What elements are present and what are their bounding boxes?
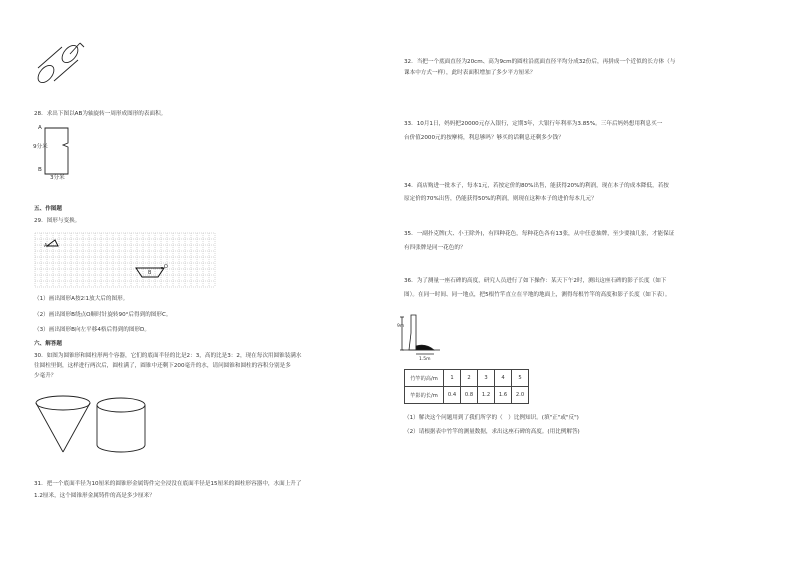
question-31-line-1: 31．把一个底面半径为10厘米的圆锥形金属铸件完全浸没在底面半径是15厘米的圆柱形容器中，水面上升了: [34, 481, 302, 487]
question-32-line-2: 课本中方式一样），此时表面积增加了多少平方厘米？: [404, 70, 536, 76]
table-row: [405, 387, 529, 404]
table-header-height: 竹竿的高/m: [405, 370, 444, 387]
grid-label-b: B: [148, 270, 152, 276]
table-cell: 5: [512, 370, 529, 387]
question-36-1: （1）解决这个问题用到了我们所学的（ ）比例知识。(填"正"或"反"): [404, 415, 579, 421]
cone-figure: [34, 395, 92, 455]
question-30-line-1: 30．如图为圆锥形和圆柱形两个容器，它们的底面半径的比是2：3，高的比是3：2，现在每次用圆锥装满水: [34, 353, 302, 359]
table-cell: 0.4: [444, 387, 461, 404]
rect-label-b: B: [38, 167, 42, 173]
table-row: [405, 370, 529, 387]
table-cell: 1: [444, 370, 461, 387]
grid-label-o: O: [164, 264, 168, 270]
section-6-heading: 六、解答题: [34, 341, 62, 347]
point-o: [161, 267, 163, 269]
rect-width-label: 3分米: [50, 175, 65, 181]
question-29: 29．图形与变换。: [34, 218, 81, 224]
question-30-line-3: 少毫升？: [34, 373, 57, 379]
table-cell: 3: [478, 370, 495, 387]
table-header-shadow: 竿影的长/m: [405, 387, 444, 404]
stone-monument-figure: [400, 313, 450, 361]
question-34-line-1: 34．商店购进一批本子，每本1元，若按定价的80%出售，能获得20%的利润，现在本子的成本降低，若按: [404, 183, 669, 189]
question-36-line-2: 图）。在同一时间、同一地点，把5根竹竿直立在平地的地面上，测得每根竹竿的高度和影子长度（如下表）。: [404, 292, 671, 298]
question-29-3: （3）画出图形B向左平移4格后得到的图形D。: [34, 327, 150, 333]
monument-height-label: 9m: [397, 324, 405, 329]
table-cell: 2: [461, 370, 478, 387]
table-cell: 0.8: [461, 387, 478, 404]
table-cell: 4: [495, 370, 512, 387]
question-36-2: （2）请根据表中竹竿的测量数据，求出这座石碑的高度。(用比例解答): [404, 429, 580, 435]
table-cell: 1.6: [495, 387, 512, 404]
shape-a: [47, 240, 58, 246]
rect-label-a: A: [38, 125, 42, 131]
cylinder-figure: [34, 40, 94, 90]
question-36-line-1: 36．为了测量一座石碑的高度，研究人员进行了如下操作：某天下午2时，测出这座石碑的影子长度（如下: [404, 278, 667, 284]
rotation-rectangle: [44, 127, 74, 175]
monument-shadow-label: 1.5m: [419, 357, 431, 362]
grid-label-a: A: [44, 243, 48, 249]
question-35-line-2: 有四张牌是同一花色的？: [404, 245, 466, 251]
grid-shapes: [34, 232, 215, 287]
question-34-line-2: 原定价的70%出售，仍能获得50%的利润，则现在这种本子的进价每本几元？: [404, 196, 597, 202]
question-29-1: （1）画出图形A按2∶1放大后的图形。: [34, 296, 129, 302]
question-28: 28．求出下图以AB为轴旋转一周形成图形的表面积。: [34, 111, 167, 117]
rect-height-label: 9分米: [33, 144, 48, 150]
table-cell: 2.0: [512, 387, 529, 404]
table-cell: 1.2: [478, 387, 495, 404]
question-30-line-2: 往圆柱里倒，这样进行两次后，圆柱满了，圆锥中还剩下200毫升的水，请问圆锥和圆柱的容积分别是多: [34, 363, 291, 369]
question-32-line-1: 32．当把一个底面直径为20cm、高为9cm的圆柱沿底面直径平均分成32份后，再拼成一个近似的长方体（与: [404, 59, 676, 65]
question-31-line-2: 1.2厘米，这个圆锥形金属铸件的高是多少厘米？: [34, 493, 155, 499]
cylinder-container-figure: [96, 397, 146, 455]
question-29-2: （2）画出图形B绕点O顺时针旋转90°后得到的图形C。: [34, 312, 172, 318]
question-33-line-1: 33．10月1日，妈妈把20000元存入银行，定期3年，大银行年利率为3.85%。三年后妈妈想用利息买一: [404, 121, 663, 127]
question-35-line-1: 35．一副扑克牌(大、小王除外)，有四种花色，每种花色各有13张，从中任意抽牌，至少要抽几张，才能保证: [404, 231, 675, 237]
section-5-heading: 五、作图题: [34, 206, 62, 212]
question-33-line-2: 台价值2000元的按摩椅，利息够吗？够买的话剩息还剩多少钱？: [404, 135, 564, 141]
measurement-table: [404, 369, 529, 404]
